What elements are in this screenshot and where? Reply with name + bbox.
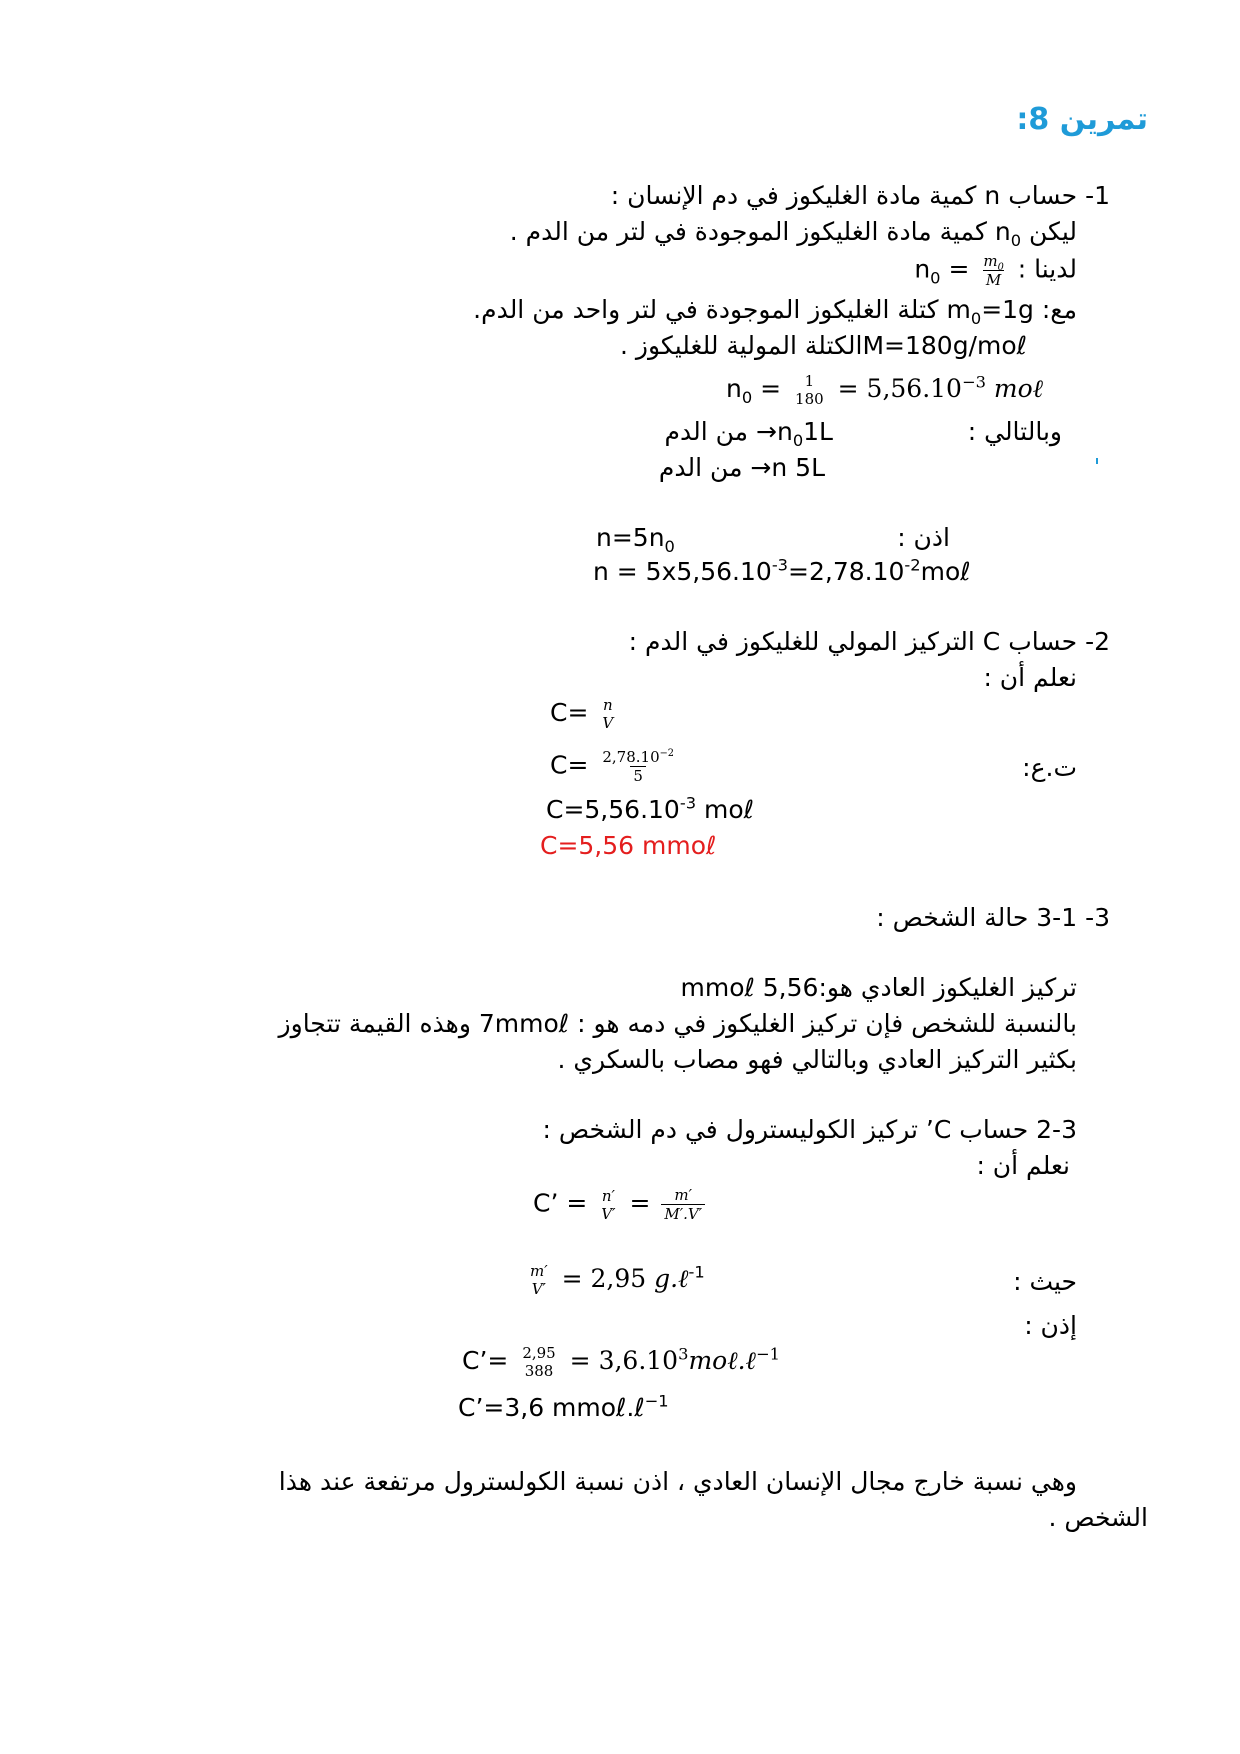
fraction-1-over-180: 1 180	[795, 372, 824, 408]
part1-so-label: اذن :	[897, 523, 950, 552]
part3-then-label: إذن :	[1024, 1311, 1077, 1340]
part1-so-eq1: $n=5n_0$	[596, 523, 675, 556]
fraction-n-over-V: n V	[602, 696, 614, 732]
part3-heading: 3- 3-1 حالة الشخص :	[876, 903, 1110, 932]
fraction-mprime-over-vprime: m′ V′	[530, 1262, 548, 1298]
part3-2-heading: 2-3 حساب C’ تركيز الكوليسترول في دم الشخص :	[542, 1115, 1077, 1144]
part3-cprime-numeric: C’= 2,95 388 = $3,6.10^3mo\ell.\ell^{-1}$	[462, 1344, 780, 1380]
exercise-title: تمرين 8:	[1016, 102, 1148, 137]
part2-tu-label: ت.ع:	[1022, 753, 1077, 782]
part1-thus-row2: →n 5L من الدم	[658, 453, 825, 482]
part1-heading: 1- حساب n كمية مادة الغليكوز في دم الإنسان :	[610, 181, 1110, 210]
part2-c-result-highlight: C=5,56 mmoℓ	[540, 831, 717, 860]
fraction-nprime-over-vprime: n′ V′	[601, 1186, 616, 1223]
part1-have-line: لدينا : $n_0$ = $\frac{m_0}{M}$	[914, 252, 1077, 289]
part2-c-result: $C=5,56.10^{-3}$ moℓ	[546, 793, 754, 824]
fraction-278-over-5: $\frac{2,78.10^{-2}}{5}$	[602, 748, 674, 785]
part1-with-M-line: الكتلة المولية للغليكوز .M=180g/moℓ	[620, 331, 1027, 360]
part3-where-label: حيث :	[1013, 1267, 1077, 1296]
part1-so-eq2: $n = 5x5,56.10^{-3}=2,78.10^{-2}mo\ell$	[593, 555, 971, 586]
part1-thus-row1: $\to n_01L$ من الدم	[664, 417, 833, 450]
fraction-mprime-over-MV: $\frac{m'}{M'.V'}$	[661, 1186, 705, 1223]
part2-c-formula: C= n V	[550, 696, 619, 732]
part3-mv-value: m′ V′ = 2,95 g.ℓ$^{-1}$	[524, 1262, 705, 1298]
part1-with-m0-line: مع: $m_0=1g$ كتلة الغليكوز الموجودة في لتر واحد من الدم.	[473, 295, 1077, 328]
part1-let-line: ليكن $n_0$ كمية مادة الغليكوز الموجودة في لتر من الدم .	[509, 217, 1077, 250]
part2-c-numeric: C= $\frac{2,78.10^{-2}}{5}$	[550, 748, 680, 785]
part2-heading: 2- حساب C التركيز المولي للغليكوز في الدم :	[628, 627, 1110, 656]
part3-normal-line: تركيز الغليكوز العادي هو:5,56 mmoℓ	[680, 973, 1077, 1002]
fraction-m0-over-M: $\frac{m_0}{M}$	[983, 252, 1004, 289]
part3-conclusion-line1: وهي نسبة خارج مجال الإنسان العادي ، اذن نسبة الكولسترول مرتفعة عند هذا	[278, 1467, 1077, 1496]
part3-2-know: نعلم أن :	[976, 1151, 1070, 1180]
part2-know: نعلم أن :	[983, 663, 1077, 692]
decor-mark	[1096, 458, 1098, 464]
part1-n0-calc: $n_0$ = 1 180 = $5,56.10^{-3}$ moℓ	[726, 372, 1044, 408]
part3-cprime-result: C’=3,6 mmoℓ.ℓ$^{-1}$	[458, 1391, 669, 1422]
fraction-295-over-388: 2,95 388	[522, 1344, 556, 1380]
part3-para-line2: بكثير التركيز العادي وبالتالي فهو مصاب بالسكري .	[557, 1045, 1077, 1074]
part1-thus-label: وبالتالي :	[967, 417, 1062, 446]
part3-para-line1: بالنسبة للشخص فإن تركيز الغليكوز في دمه هو : 7mmoℓ وهذه القيمة تتجاوز	[278, 1009, 1077, 1038]
part3-conclusion-line2: الشخص .	[1048, 1503, 1148, 1532]
part3-cprime-formula: C’ = n′ V′ = $\frac{m'}{M'.V'}$	[533, 1186, 708, 1223]
